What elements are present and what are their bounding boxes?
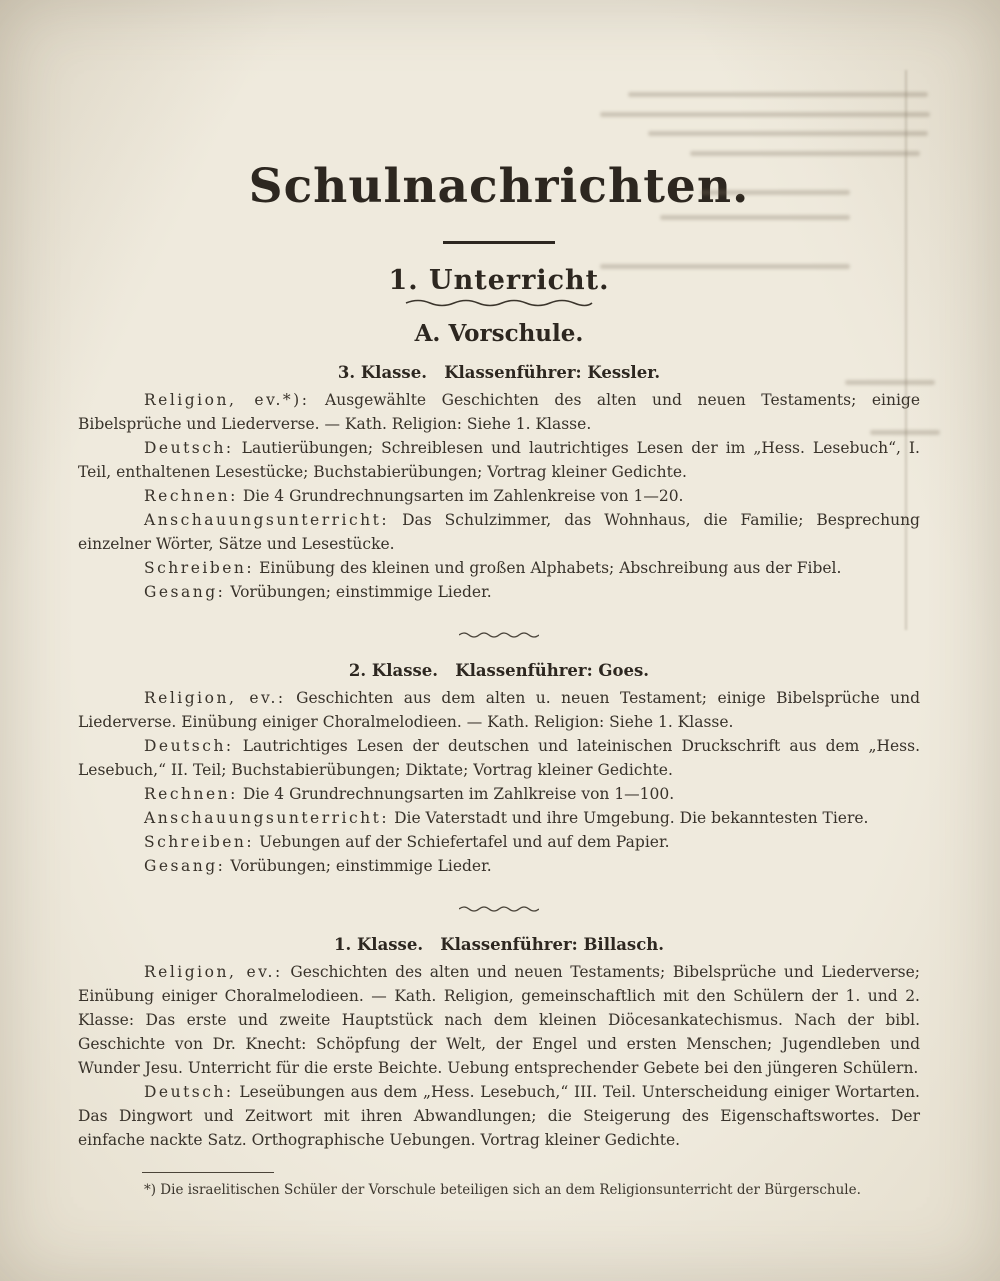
paragraph-lead: Schreiben: (144, 832, 255, 851)
bleed-through-mark (648, 131, 928, 136)
paragraph-lead: Deutsch: (144, 438, 234, 457)
bleed-through-mark (690, 151, 920, 156)
class-heading: 2. Klasse. Klassenführer: Goes. (348, 660, 650, 680)
title-divider (443, 241, 555, 244)
paragraph (78, 686, 920, 734)
section-heading: 1. Unterricht. (388, 265, 610, 297)
footnote-text: *) Die israelitischen Schüler der Vorschule beteiligen sich an dem Religionsunterricht der Bürgerschule. (144, 1182, 861, 1198)
paragraph-lead: Religion, ev.*): (144, 390, 310, 409)
paragraph-lead: Religion, ev.: (144, 962, 283, 981)
paragraph-lead: Gesang: (144, 856, 226, 875)
paragraph-lead: Anschauungsunterricht: (144, 510, 390, 529)
paragraph-text: Lautrichtiges Lesen der deutschen und lateinischen Druckschrift aus dem „Hess. Lesebuch,“ II. Teil; Buchstabierübungen; Diktate; Vortrag kleiner Gedichte. (78, 736, 920, 779)
bleed-through-mark (660, 215, 850, 220)
paragraph-lead: Religion, ev.: (144, 688, 286, 707)
paragraph-text: Geschichten aus dem alten u. neuen Testament; einige Bibelsprüche und Liederverse. Einübung einiger Choralmelodieen. — Kath. Religion: Siehe 1. Klasse. (78, 688, 921, 731)
paragraph (78, 960, 920, 1080)
paragraph-lead: Deutsch: (144, 1082, 234, 1101)
paragraph-lead: Rechnen: (144, 486, 238, 505)
page-title: Schulnachrichten. (248, 159, 750, 214)
paragraph (78, 782, 920, 806)
heading-flourish (404, 298, 594, 308)
paragraph-lead: Deutsch: (144, 736, 234, 755)
paragraph (78, 734, 920, 782)
bleed-through-mark (600, 112, 930, 117)
paragraph-text: Geschichten des alten und neuen Testaments; Bibelsprüche und Liederverse; Einübung einiger Choralmelodieen. — Kath. Religion, gemeinschaftlich mit den Schülern der 1. und 2. Klasse: Das erste und zweite Hauptstück nach dem kleinen Diöcesankatechismus. Nach der bibl. Geschichte von Dr. Knecht: Schöpfung der Welt, der Engel und ersten Menschen; Jugendleben und Wunder Jesu. Unterricht für die erste Beichte. Uebung entsprechender Gebete bei den jüngeren Schülern. (78, 962, 921, 1077)
paragraph (78, 854, 920, 878)
paragraph-lead: Rechnen: (144, 784, 238, 803)
wavy-divider (459, 631, 539, 639)
footnote-divider (142, 1172, 274, 1173)
class-section-2 (78, 661, 920, 878)
paragraph (78, 388, 920, 436)
paragraph-text: Die 4 Grundrechnungsarten im Zahlenkreise von 1—20. (242, 486, 684, 505)
paragraph-text: Leseübungen aus dem „Hess. Lesebuch,“ III. Teil. Unterscheidung einiger Wortarten. Das Dingwort und Zeitwort mit ihren Abwandlungen; die Steigerung des Eigenschaftswortes. Der einfache nackte Satz. Orthographische Uebungen. Vortrag kleiner Gedichte. (78, 1082, 920, 1149)
paragraph-text: Die 4 Grundrechnungsarten im Zahlkreise von 1—100. (242, 784, 675, 803)
paragraph-lead: Gesang: (144, 582, 226, 601)
paragraph-text: Die Vaterstadt und ihre Umgebung. Die bekanntesten Tiere. (394, 808, 869, 827)
class-heading: 1. Klasse. Klassenführer: Billasch. (333, 934, 665, 954)
paragraph-text: Lautierübungen; Schreiblesen und lautrichtiges Lesen der im „Hess. Lesebuch“, I. Teil, enthaltenen Lesestücke; Buchstabierübungen; Vortrag kleiner Gedichte. (78, 438, 920, 481)
paragraph-text: Vorübungen; einstimmige Lieder. (230, 582, 492, 601)
bleed-through-mark (628, 92, 928, 97)
class-heading: 3. Klasse. Klassenführer: Kessler. (337, 362, 661, 382)
footnote-section (78, 1172, 920, 1200)
class-section-1 (78, 935, 920, 1152)
class-section-3 (78, 363, 920, 604)
paragraph-text: Uebungen auf der Schiefertafel und auf dem Papier. (259, 832, 670, 851)
paragraph-text: Das Schulzimmer, das Wohnhaus, die Familie; Besprechung einzelner Wörter, Sätze und Lesestücke. (78, 510, 920, 553)
paragraph-lead: Schreiben: (144, 558, 255, 577)
paragraph (78, 1080, 920, 1152)
paragraph-text: Ausgewählte Geschichten des alten und neuen Testaments; einige Bibelsprüche und Liederverse. — Kath. Religion: Siehe 1. Klasse. (78, 390, 921, 433)
subsection-heading: A. Vorschule. (414, 320, 584, 348)
paragraph (78, 580, 920, 604)
paragraph-text: Einübung des kleinen und großen Alphabets; Abschreibung aus der Fibel. (259, 558, 842, 577)
paragraph (78, 830, 920, 854)
paragraph-lead: Anschauungsunterricht: (144, 808, 390, 827)
paragraph-text: Vorübungen; einstimmige Lieder. (230, 856, 492, 875)
paragraph (78, 806, 920, 830)
paragraph (78, 484, 920, 508)
wavy-divider (459, 905, 539, 913)
paragraph (78, 436, 920, 484)
paragraph (78, 556, 920, 580)
paragraph (78, 508, 920, 556)
